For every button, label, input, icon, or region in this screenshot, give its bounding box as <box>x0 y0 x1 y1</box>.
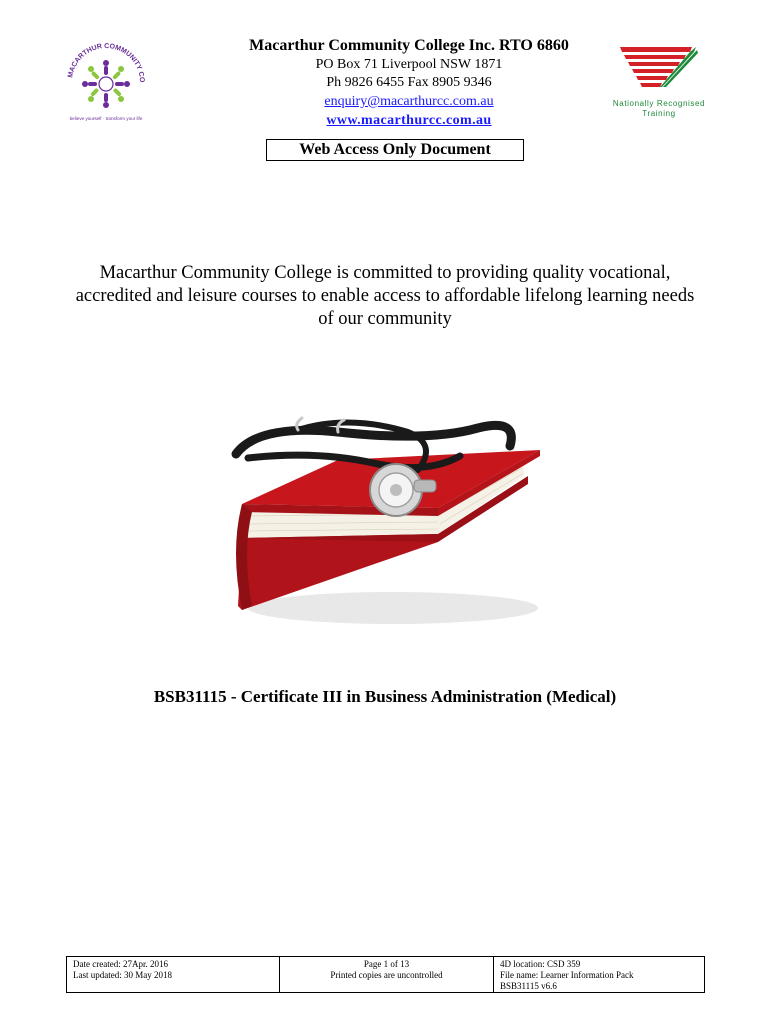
rto-number: RTO 6860 <box>499 37 569 54</box>
footer-page <box>279 957 493 992</box>
file-name: File name: Learner Information Pack <box>500 970 634 980</box>
postal-address: PO Box 71 Liverpool NSW 1871 <box>315 57 503 72</box>
printed-notice: Printed copies are uncontrolled <box>330 970 443 980</box>
logo-arc-text: MACARTHUR COMMUNITY CO <box>67 42 146 83</box>
logo-tagline: believe yourself · transform your life <box>69 116 143 121</box>
nrt-logo <box>600 44 718 122</box>
website-link[interactable]: www.macarthurcc.com.au <box>326 113 492 128</box>
document-footer <box>66 956 705 993</box>
web-access-notice: Web Access Only Document <box>266 139 524 161</box>
version: BSB31115 v6.6 <box>500 981 557 991</box>
location: 4D location: CSD 359 <box>500 959 581 969</box>
college-name-line <box>200 36 618 56</box>
footer-dates <box>67 957 279 992</box>
college-logo-graphic <box>58 36 154 122</box>
date-created: Date created: 27Apr. 2016 <box>73 959 168 969</box>
college-name: Macarthur Community College Inc. <box>249 37 496 54</box>
phone-fax: Ph 9826 6455 Fax 8905 9346 <box>326 75 492 90</box>
book-stethoscope-illustration <box>228 410 548 632</box>
mission-statement: Macarthur Community College is committed to providing quality vocational, accredited and leisure courses to enable access to affordable lifelong learning needs of our community <box>75 263 695 329</box>
letterhead <box>200 36 618 130</box>
nrt-line2: Training <box>642 109 676 118</box>
page-number: Page 1 of 13 <box>363 959 410 969</box>
footer-file-info <box>493 957 704 992</box>
college-logo <box>58 36 154 122</box>
nrt-line1: Nationally Recognised <box>612 99 706 108</box>
last-updated: Last updated: 30 May 2018 <box>73 970 172 980</box>
nrt-logo-graphic <box>600 44 718 122</box>
email-link[interactable]: enquiry@macarthurcc.com.au <box>324 94 494 109</box>
course-title: BSB31115 - Certificate III in Business Administration (Medical) <box>153 687 617 706</box>
book-stethoscope-image <box>228 410 548 632</box>
